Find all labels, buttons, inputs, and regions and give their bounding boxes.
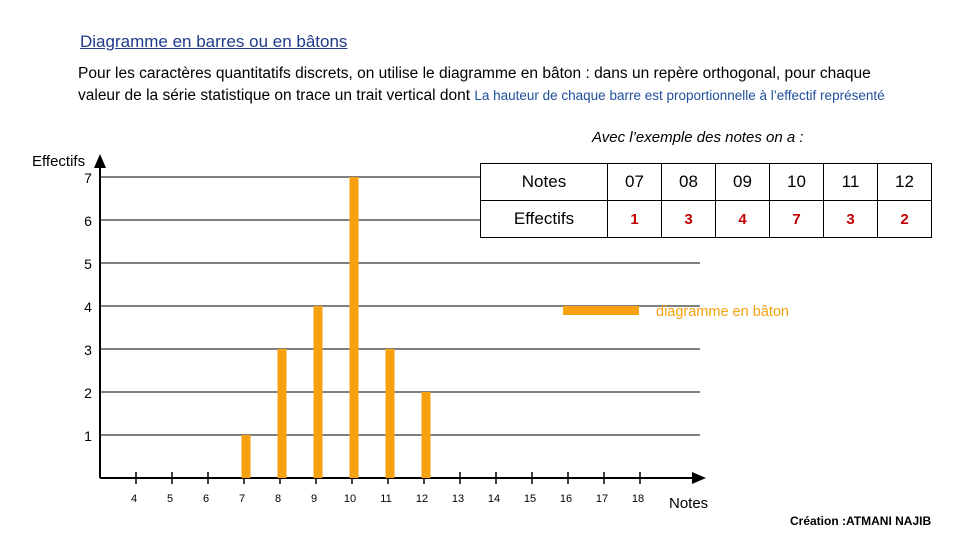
bar <box>278 349 287 478</box>
legend-swatch <box>563 306 639 315</box>
x-tick-label: 10 <box>343 493 357 505</box>
table-cell-note: 11 <box>824 164 878 201</box>
x-tick-label: 11 <box>380 493 392 505</box>
y-tick-label: 7 <box>84 170 92 186</box>
y-tick-label: 2 <box>84 385 92 401</box>
y-tick-label: 6 <box>84 213 92 229</box>
x-tick-label: 5 <box>166 493 174 505</box>
table-row-effectifs <box>481 201 932 238</box>
x-tick-label: 4 <box>130 493 138 505</box>
bar <box>350 177 359 478</box>
x-tick-label: 14 <box>487 493 501 505</box>
x-tick-label: 17 <box>595 493 609 505</box>
bar <box>242 435 251 478</box>
table-cell-effectif: 3 <box>824 201 878 238</box>
y-tick-label: 4 <box>84 299 92 315</box>
x-tick-label: 7 <box>238 493 246 505</box>
x-axis-arrow-icon <box>692 472 706 484</box>
x-tick-label: 13 <box>451 493 465 505</box>
intro-highlight-text: La hauteur de chaque barre est proportionnelle à l’effectif représenté <box>474 88 885 103</box>
table-cell-note: 10 <box>770 164 824 201</box>
bar <box>314 306 323 478</box>
x-tick-label: 9 <box>310 493 318 505</box>
table-cell-note: 08 <box>662 164 716 201</box>
table-header-notes: Notes <box>481 164 608 201</box>
x-tick-label: 15 <box>523 493 537 505</box>
table-cell-effectif: 2 <box>878 201 932 238</box>
table-header-effectifs: Effectifs <box>481 201 608 238</box>
x-tick-label: 6 <box>202 493 210 505</box>
data-table <box>480 163 932 238</box>
y-tick-label: 3 <box>84 342 92 358</box>
y-axis-title: Effectifs <box>32 153 86 170</box>
x-tick-label: 12 <box>415 493 429 505</box>
table-cell-note: 09 <box>716 164 770 201</box>
table-cell-note: 07 <box>608 164 662 201</box>
intro-main-text: Pour les caractères quantitatifs discrets, on utilise le diagramme en bâton : dans un repère orthogonal, pour chaque valeur de la série statistique on trace un trait vertical dont <box>78 65 871 104</box>
table-cell-effectif: 4 <box>716 201 770 238</box>
table-cell-effectif: 1 <box>608 201 662 238</box>
x-axis-title: Notes <box>669 495 709 512</box>
example-caption: Avec l’exemple des notes on a : <box>592 129 804 146</box>
table-cell-effectif: 7 <box>770 201 824 238</box>
bar <box>386 349 395 478</box>
bar <box>422 392 431 478</box>
x-tick-label: 8 <box>274 493 282 505</box>
x-tick-label: 18 <box>631 493 645 505</box>
y-tick-label: 5 <box>84 256 92 272</box>
y-tick-label: 1 <box>84 428 92 444</box>
table-cell-note: 12 <box>878 164 932 201</box>
legend-label: diagramme en bâton <box>656 304 789 320</box>
table-row-notes <box>481 164 932 201</box>
table-cell-effectif: 3 <box>662 201 716 238</box>
y-axis-arrow-icon <box>94 154 106 168</box>
x-tick-label: 16 <box>559 493 573 505</box>
credit-text: Création :ATMANI NAJIB <box>790 514 932 528</box>
page-title: Diagramme en barres ou en bâtons <box>80 32 348 51</box>
